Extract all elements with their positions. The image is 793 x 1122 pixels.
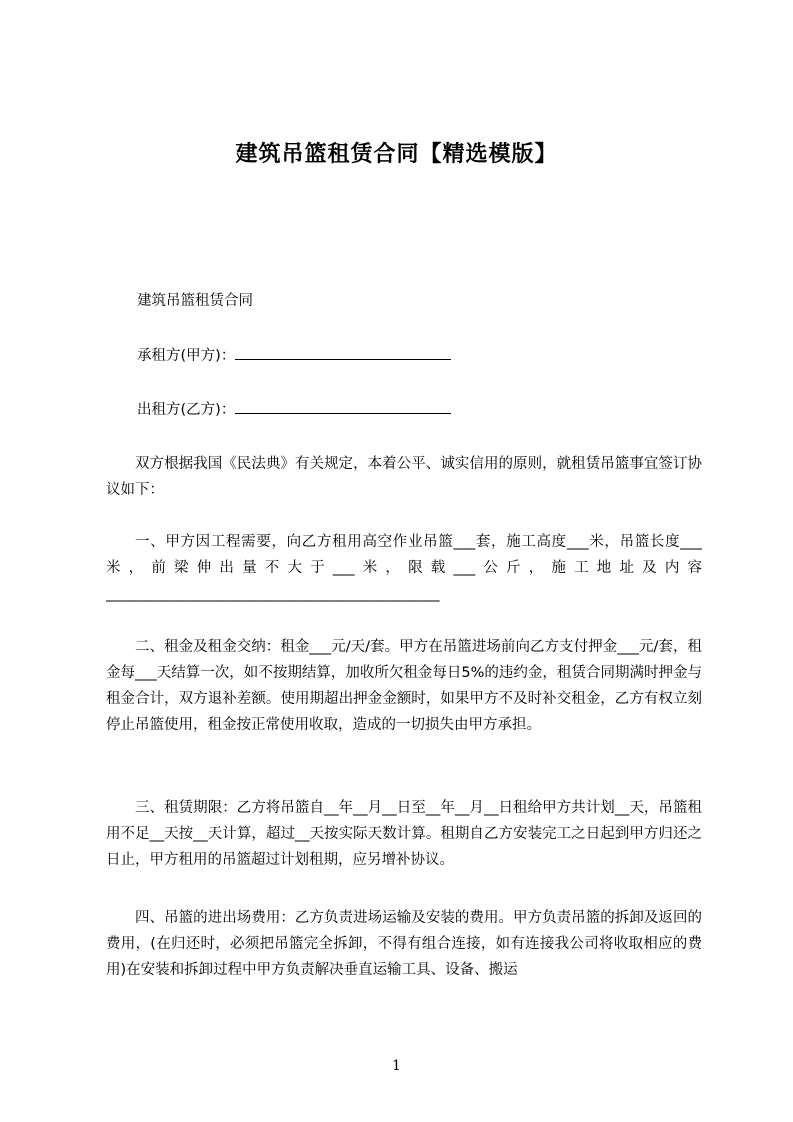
document-title: 建筑吊篮租赁合同【精选模版】 [235,142,558,167]
clause-3-paragraph: 三、租赁期限：乙方将吊篮自__年__月__日至__年__月__日租给甲方共计划__天，吊篮租用不足__天按__天计算，超过__天按实际天数计算。租期自乙方安装完工之日起到甲方归还之日止，甲方租用的吊篮超过计划租期，应另增补协议。 [106,800,702,868]
lessor-blank [235,399,451,414]
page-number: 1 [392,1058,401,1074]
document-subtitle: 建筑吊篮租赁合同 [137,293,253,309]
lessee-blank [235,345,451,360]
clause-2-paragraph: 二、租金及租金交纳：租金___元/天/套。甲方在吊篮进场前向乙方支付押金___元/套，租金每___天结算一次，如不按期结算，加收所欠租金每日5%的违约金，租赁合同期满时押金与租金合计，双方退补差额。使用期超出押金金额时，如果甲方不及时补交租金，乙方有权立刻停止吊篮使用，租金按正常使用收取，造成的一切损失由甲方承担。 [106,639,702,733]
clause-4-paragraph: 四、吊篮的进出场费用：乙方负责进场运输及安装的费用。甲方负责吊篮的拆卸及返回的费用，(在归还时，必须把吊篮完全拆卸，不得有组合连接，如有连接我公司将收取相应的费用)在安装和拆卸过程中甲方负责解决垂直运输工具、设备、搬运 [106,910,702,978]
lessee-label: 承租方(甲方)： [137,348,236,364]
lessor-label: 出租方(乙方)： [137,402,236,418]
intro-paragraph: 双方根据我国《民法典》有关规定，本着公平、诚实信用的原则，就租赁吊篮事宜签订协议如下： [106,456,702,498]
lessor-row [137,399,451,420]
lessee-row [137,345,451,366]
clause-1-paragraph: 一、甲方因工程需要，向乙方租用高空作业吊篮___套，施工高度___米，吊篮长度___米，前梁伸出量不大于___米，限载___公斤，施工地址及内容______________________________________________ [106,534,702,602]
